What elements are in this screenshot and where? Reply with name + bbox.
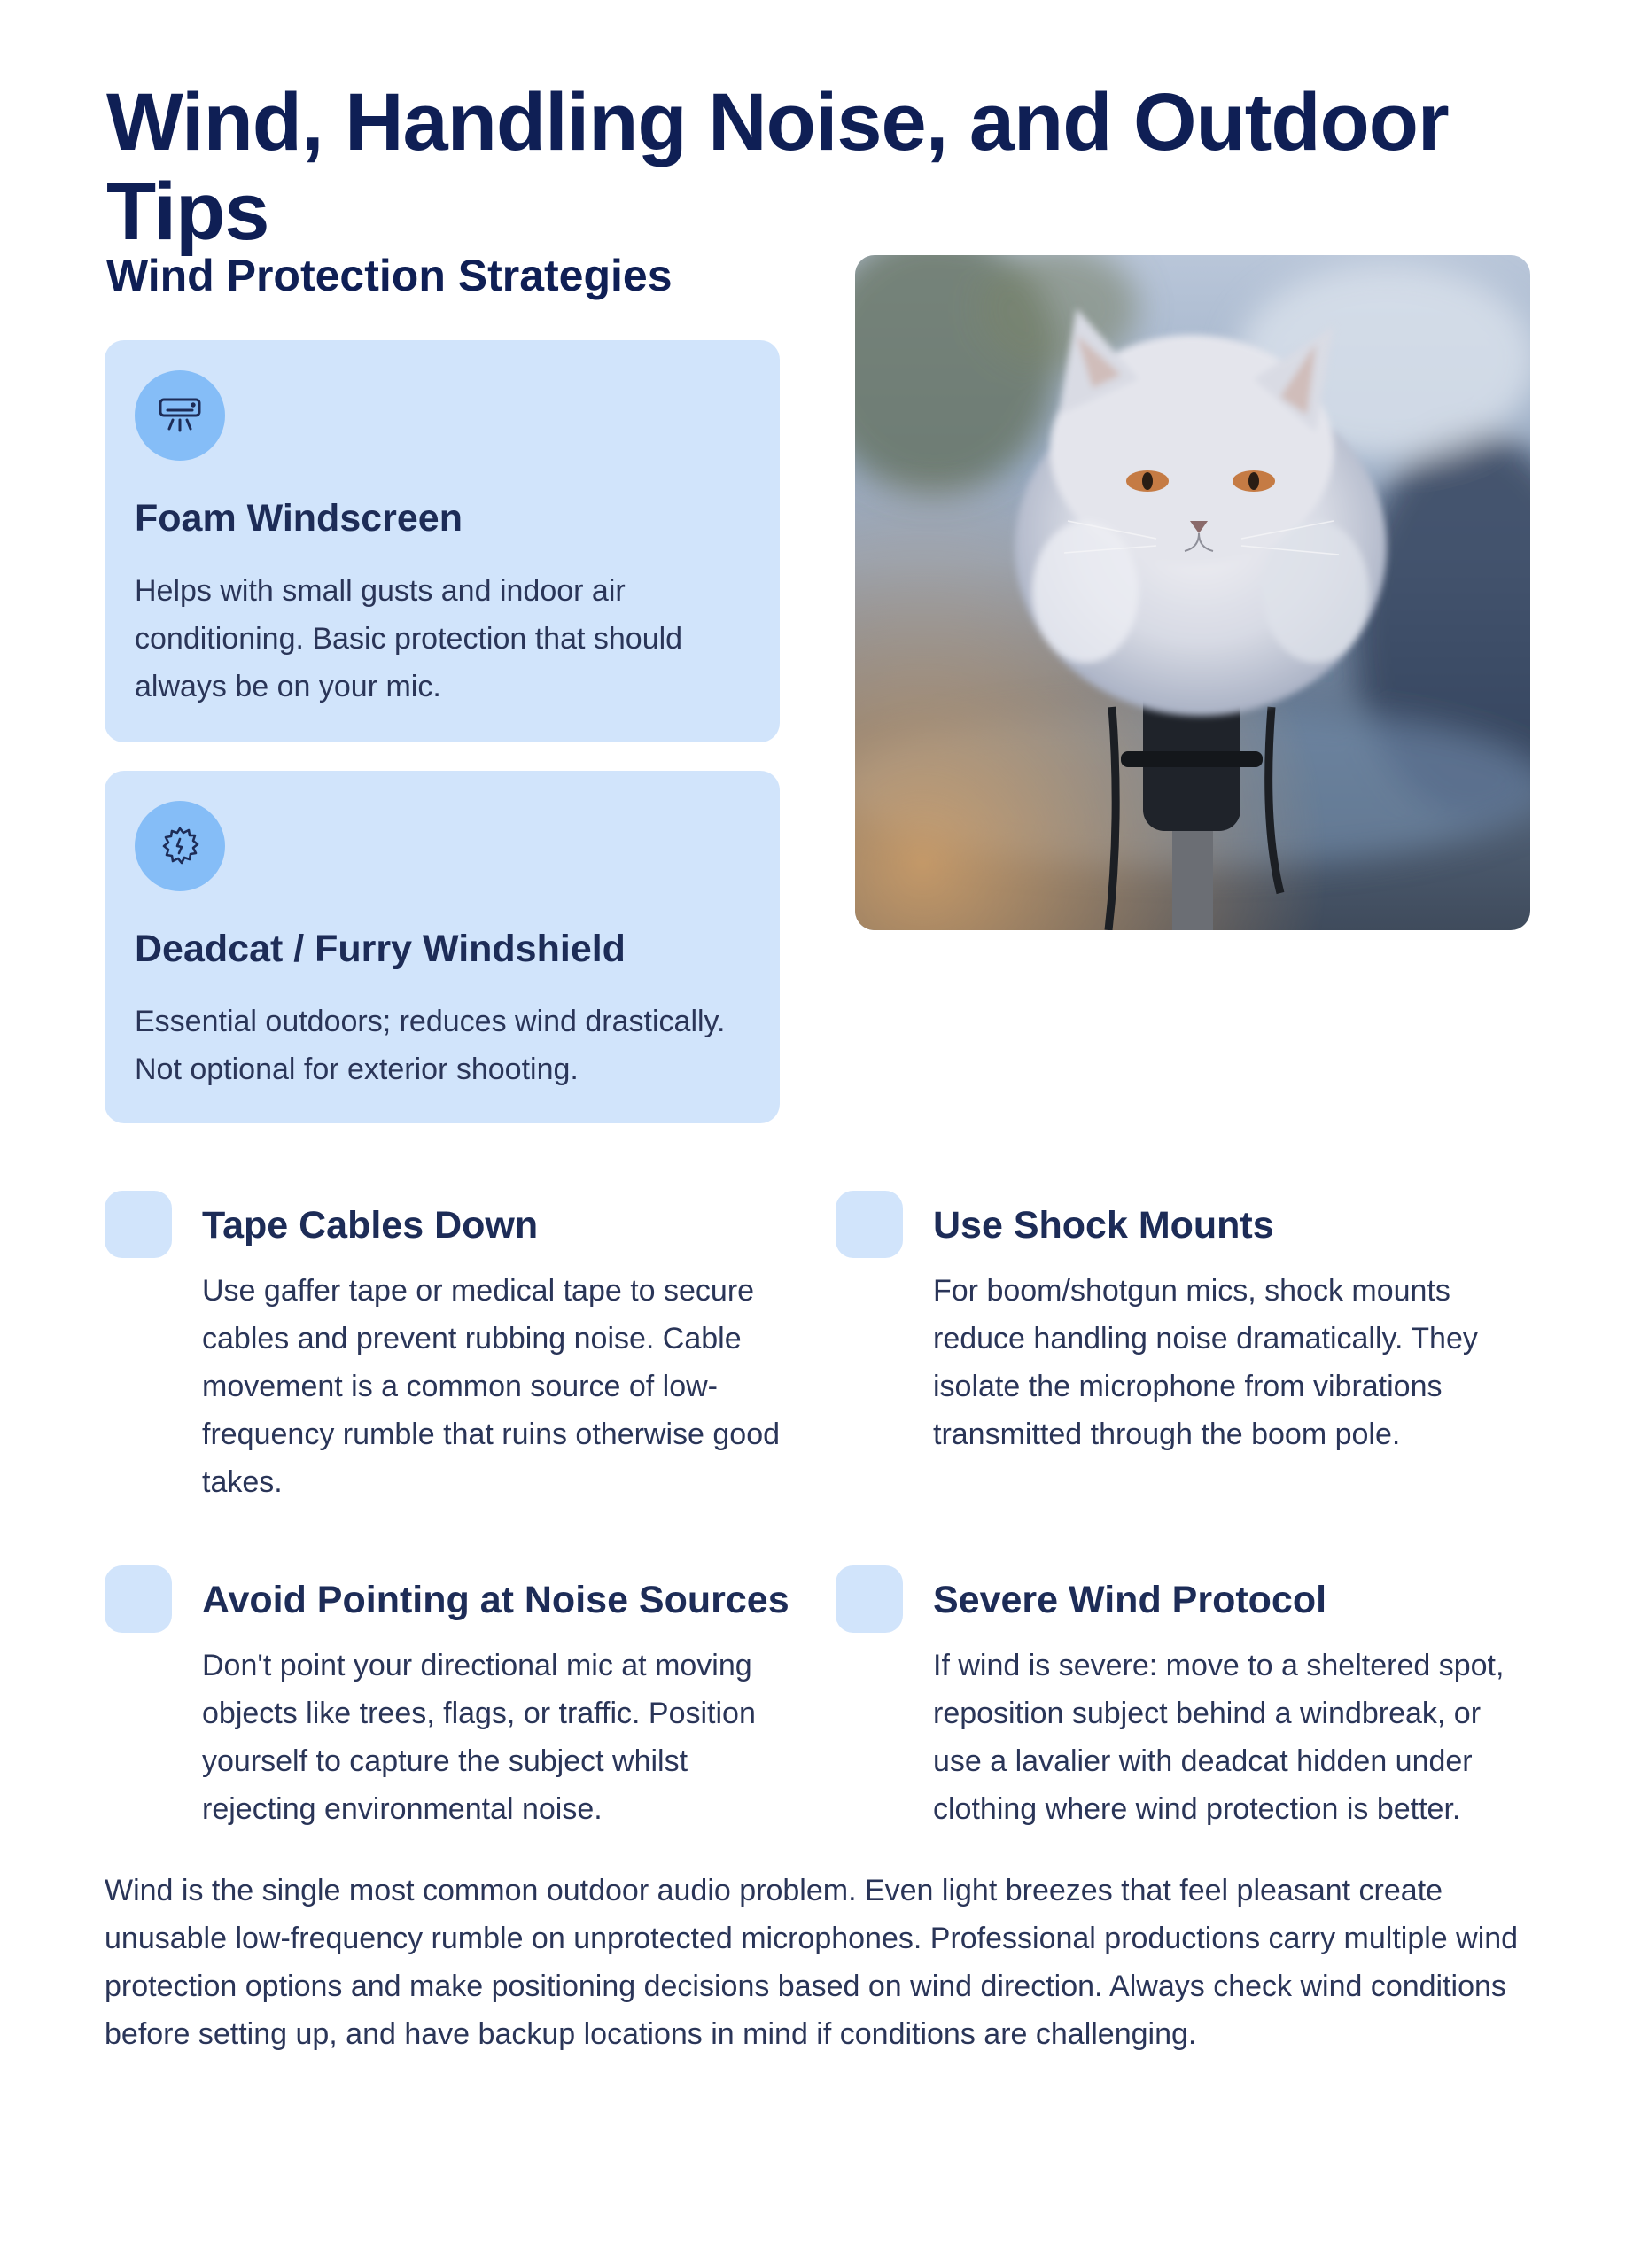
furry-windshield-icon	[159, 825, 201, 867]
tip-title: Tape Cables Down	[202, 1204, 539, 1247]
card-text: Helps with small gusts and indoor air conditioning. Basic protection that should always be on your mic.	[135, 573, 683, 703]
tip-text: Use gaffer tape or medical tape to secure cables and prevent rubbing noise. Cable movement is a common source of low-frequency rumble that ruins otherwise good takes.	[202, 1274, 781, 1499]
icon-badge	[135, 801, 225, 891]
card-title: Deadcat / Furry Windshield	[135, 928, 626, 970]
strategy-card-foam-windscreen	[105, 340, 780, 742]
tip-title: Use Shock Mounts	[933, 1204, 1274, 1247]
icon-badge	[135, 370, 225, 461]
card-text: Essential outdoors; reduces wind drastically. Not optional for exterior shooting.	[135, 1004, 726, 1086]
tip-title: Avoid Pointing at Noise Sources	[202, 1579, 789, 1621]
strategy-card-deadcat	[105, 771, 780, 1123]
section-heading-wind-protection: Wind Protection Strategies	[106, 251, 673, 300]
tip-text: Don't point your directional mic at moving objects like trees, flags, or traffic. Position yourself to capture the subject whilst rejecting environmental noise.	[202, 1649, 756, 1826]
page-title: Wind, Handling Noise, and Outdoor Tips	[106, 77, 1449, 258]
tip-marker	[105, 1191, 172, 1258]
closing-paragraph: Wind is the single most common outdoor audio problem. Even light breezes that feel pleasant create unusable low-frequency rumble on unprotected microphones. Professional productions carry multiple wind protection options and make positioning decisions based on wind direction. Always check wind conditions before setting up, and have backup locations in mind if conditions are challenging.	[105, 1874, 1519, 2051]
tip-title: Severe Wind Protocol	[933, 1579, 1327, 1621]
tip-marker	[105, 1565, 172, 1633]
tip-text: If wind is severe: move to a sheltered spot, reposition subject behind a windbreak, or use a lavalier with deadcat hidden under clothing where wind protection is better.	[933, 1649, 1505, 1826]
cat-microphone-photo	[855, 255, 1530, 930]
card-title: Foam Windscreen	[135, 497, 463, 540]
air-conditioner-icon	[157, 395, 203, 436]
tip-text: For boom/shotgun mics, shock mounts reduce handling noise dramatically. They isolate the microphone from vibrations transmitted through the boom pole.	[933, 1274, 1478, 1451]
tip-marker	[836, 1191, 903, 1258]
tip-marker	[836, 1565, 903, 1633]
